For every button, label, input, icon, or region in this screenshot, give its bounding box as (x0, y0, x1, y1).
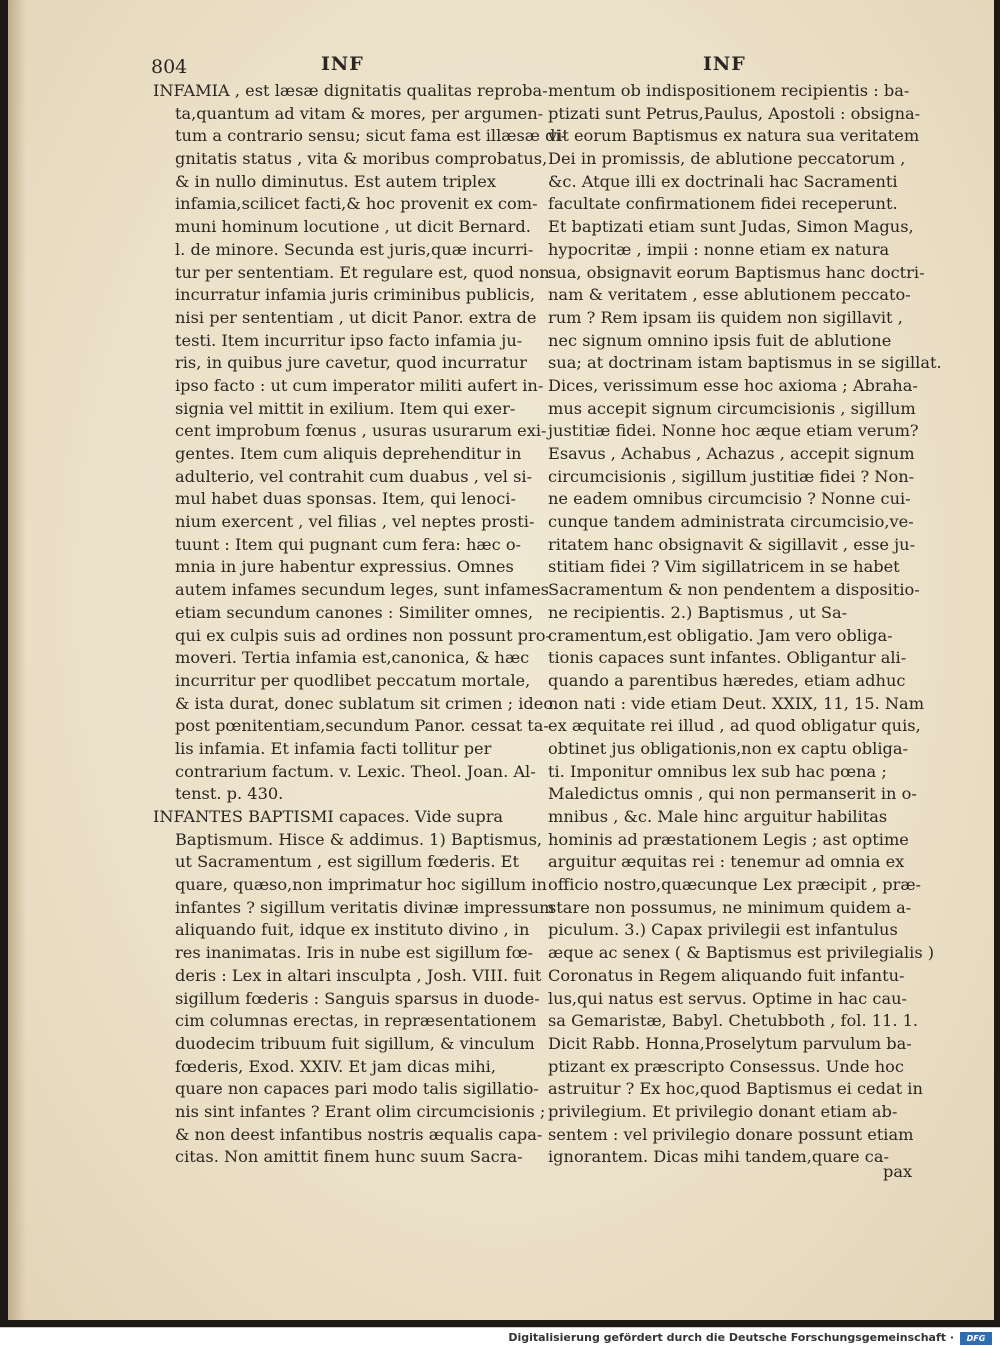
right-text-column (548, 80, 942, 1169)
text-line: adulterio, vel contrahit cum duabus , vel si- (175, 466, 533, 486)
text-line: æque ac senex ( & Baptismus est privilegialis ) (548, 943, 935, 963)
text-line: rum ? Rem ipsam iis quidem non sigillavit , (548, 307, 903, 327)
text-line: ritatem hanc obsignavit & sigillavit , esse ju- (548, 534, 916, 554)
text-line: INFAMIA , est læsæ dignitatis qualitas reproba- (153, 81, 548, 100)
text-line: &c. Atque illi ex doctrinali hac Sacramenti (548, 171, 898, 191)
text-line: Coronatus in Regem aliquando fuit infantu- (548, 965, 905, 985)
text-line: nisi per sententiam , ut dicit Panor. extra de (175, 307, 537, 327)
text-line: deris : Lex in altari insculpta , Josh. VIII. fuit (175, 965, 542, 985)
page-gutter-shadow (8, 0, 26, 1320)
text-line: ignorantem. Dicas mihi tandem,quare ca- (548, 1147, 889, 1167)
funding-note: Digitalisierung gefördert durch die Deutsche Forschungsgemeinschaft · (508, 1331, 954, 1344)
text-line: sigillum fœderis : Sanguis sparsus in duode- (175, 988, 540, 1008)
catchword: pax (883, 1162, 913, 1181)
text-line: ta,quantum ad vitam & mores, per argumen- (175, 103, 544, 123)
text-line: mnia in jure habentur expressius. Omnes (175, 557, 514, 577)
text-line: mul habet duas sponsas. Item, qui lenoci- (175, 489, 516, 509)
text-line: Maledictus omnis , qui non permanserit in o- (548, 784, 917, 804)
text-line: tenst. p. 430. (175, 784, 284, 804)
text-line: vit eorum Baptismus ex natura sua veritatem (548, 126, 920, 146)
text-line: & in nullo diminutus. Est autem triplex (175, 171, 496, 191)
text-line: tum a contrario sensu; sicut fama est illæsæ di- (175, 126, 567, 146)
text-line: l. de minore. Secunda est juris,quæ incurri- (175, 239, 534, 259)
text-line: sua, obsignavit eorum Baptismus hanc doctri- (548, 262, 925, 282)
text-line: nis sint infantes ? Erant olim circumcisionis ; (175, 1101, 546, 1121)
text-line: autem infames secundum leges, sunt infames (175, 580, 549, 600)
text-line: Dei in promissis, de ablutione peccatorum , (548, 149, 906, 169)
text-line: cim columnas erectas, in repræsentationem (175, 1011, 537, 1031)
text-line: contrarium factum. v. Lexic. Theol. Joan. Al- (175, 761, 536, 781)
text-line: incurratur infamia juris criminibus publicis, (175, 285, 535, 305)
text-line: ti. Imponitur omnibus lex sub hac pœna ; (548, 761, 887, 781)
text-line: privilegium. Et privilegio donant etiam ab- (548, 1101, 898, 1121)
text-line: tur per sententiam. Et regulare est, quod non (175, 262, 550, 282)
text-line: ut Sacramentum , est sigillum fœderis. Et (175, 852, 519, 872)
text-line: quando a parentibus hæredes, etiam adhuc (548, 670, 906, 690)
left-text-column (153, 80, 567, 1169)
text-line: Esavus , Achabus , Achazus , accepit signum (548, 444, 915, 463)
text-line: ptizati sunt Petrus,Paulus, Apostoli : obsigna- (548, 103, 921, 123)
text-line: mentum ob indispositionem recipientis : ba- (548, 81, 910, 100)
running-head-left: INF (321, 53, 364, 75)
text-line: infamia,scilicet facti,& hoc provenit ex com- (175, 194, 538, 214)
text-line: fœderis, Exod. XXIV. Et jam dicas mihi, (175, 1056, 497, 1076)
text-line: INFANTES BAPTISMI capaces. Vide supra (153, 807, 504, 826)
text-line: nium exercent , vel filias , vel neptes prosti- (175, 512, 535, 532)
text-line: officio nostro,quæcunque Lex præcipit , præ- (548, 875, 922, 895)
text-line: justitiæ fidei. Nonne hoc æque etiam verum? (548, 421, 919, 441)
text-line: cent improbum fœnus , usuras usurarum exi- (175, 421, 547, 441)
text-line: res inanimatas. Iris in nube est sigillum fœ- (175, 943, 534, 963)
text-line: Et baptizati etiam sunt Judas, Simon Magus, (548, 217, 914, 237)
text-line: cunque tandem administrata circumcisio,ve- (548, 512, 914, 532)
text-line: sa Gemaristæ, Babyl. Chetubboth , fol. 11. 1. (548, 1011, 919, 1031)
text-line: signia vel mittit in exilium. Item qui exer- (175, 398, 516, 418)
text-line: stitiam fidei ? Vim sigillatricem in se habet (548, 557, 900, 577)
text-line: facultate confirmationem fidei receperunt. (548, 194, 898, 214)
text-line: & ista durat, donec sublatum sit crimen ; ideo (175, 693, 554, 713)
text-line: muni hominum locutione , ut dicit Bernard. (175, 217, 531, 237)
text-line: Dicit Rabb. Honna,Proselytum parvulum ba- (548, 1033, 912, 1053)
text-line: stare non possumus, ne minimum quidem a- (548, 897, 912, 917)
dfg-logo: DFG (960, 1332, 992, 1345)
text-line: Sacramentum & non pendentem a dispositio- (548, 580, 920, 600)
book-page (8, 0, 994, 1320)
text-line: etiam secundum canones : Similiter omnes, (175, 602, 534, 622)
text-line: duodecim tribuum fuit sigillum, & vinculum (175, 1033, 535, 1053)
text-line: ipso facto : ut cum imperator militi aufert in- (175, 375, 544, 395)
text-line: tionis capaces sunt infantes. Obligantur ali- (548, 648, 907, 668)
text-line: quare, quæso,non imprimatur hoc sigillum in (175, 875, 547, 895)
text-line: quare non capaces pari modo talis sigillatio- (175, 1079, 539, 1099)
text-line: hypocritæ , impii : nonne etiam ex natura (548, 239, 890, 259)
text-line: ex æquitate rei illud , ad quod obligatur quis, (548, 716, 921, 736)
text-line: ris, in quibus jure cavetur, quod incurratur (175, 353, 527, 373)
text-line: Dices, verissimum esse hoc axioma ; Abraha- (548, 375, 918, 395)
text-line: gnitatis status , vita & moribus comprobatus, (175, 149, 548, 169)
text-line: piculum. 3.) Capax privilegii est infantulus (548, 920, 898, 940)
text-line: nec signum omnino ipsis fuit de ablutione (548, 330, 892, 350)
text-line: sentem : vel privilegio donare possunt etiam (548, 1124, 914, 1144)
text-line: tuunt : Item qui pugnant cum fera: hæc o- (175, 534, 522, 554)
text-line: circumcisionis , sigillum justitiæ fidei ? Non- (548, 466, 915, 486)
text-line: qui ex culpis suis ad ordines non possunt pro- (175, 625, 551, 645)
running-head-right: INF (703, 53, 746, 75)
text-line: & non deest infantibus nostris æqualis capa- (175, 1124, 543, 1144)
text-line: sua; at doctrinam istam baptismus in se sigillat. (548, 353, 942, 373)
text-line: infantes ? sigillum veritatis divinæ impressum (175, 897, 555, 917)
text-line: Baptismum. Hisce & addimus. 1) Baptismus, (175, 829, 543, 849)
text-line: hominis ad præstationem Legis ; ast optime (548, 829, 909, 849)
text-line: citas. Non amittit finem hunc suum Sacra- (175, 1147, 523, 1167)
text-line: incurritur per quodlibet peccatum mortale, (175, 670, 531, 690)
text-line: moveri. Tertia infamia est,canonica, & hæc (175, 648, 530, 668)
text-line: mus accepit signum circumcisionis , sigillum (548, 398, 916, 418)
text-line: aliquando fuit, idque ex instituto divino , in (175, 920, 530, 940)
text-line: astruitur ? Ex hoc,quod Baptismus ei cedat in (548, 1079, 923, 1099)
text-line: cramentum,est obligatio. Jam vero obliga- (548, 625, 893, 645)
text-line: nam & veritatem , esse ablutionem peccato- (548, 285, 911, 305)
page-number: 804 (151, 56, 188, 78)
text-line: non nati : vide etiam Deut. XXIX, 11, 15. Nam (548, 693, 925, 713)
text-line: lus,qui natus est servus. Optime in hac cau- (548, 988, 907, 1008)
text-line: ptizant ex præscripto Consessus. Unde hoc (548, 1056, 904, 1076)
text-line: post pœnitentiam,secundum Panor. cessat ta- (175, 716, 549, 736)
text-line: arguitur æquitas rei : tenemur ad omnia ex (548, 852, 905, 872)
text-line: ne recipientis. 2.) Baptismus , ut Sa- (548, 602, 848, 622)
text-line: lis infamia. Et infamia facti tollitur per (175, 738, 492, 758)
text-line: ne eadem omnibus circumcisio ? Nonne cui- (548, 489, 911, 509)
text-line: obtinet jus obligationis,non ex captu obliga- (548, 738, 908, 758)
text-line: testi. Item incurritur ipso facto infamia ju- (175, 330, 523, 350)
digitization-footer (0, 1327, 1000, 1348)
text-line: gentes. Item cum aliquis deprehenditur in (175, 444, 522, 463)
text-line: mnibus , &c. Male hinc arguitur habilitas (548, 807, 888, 826)
